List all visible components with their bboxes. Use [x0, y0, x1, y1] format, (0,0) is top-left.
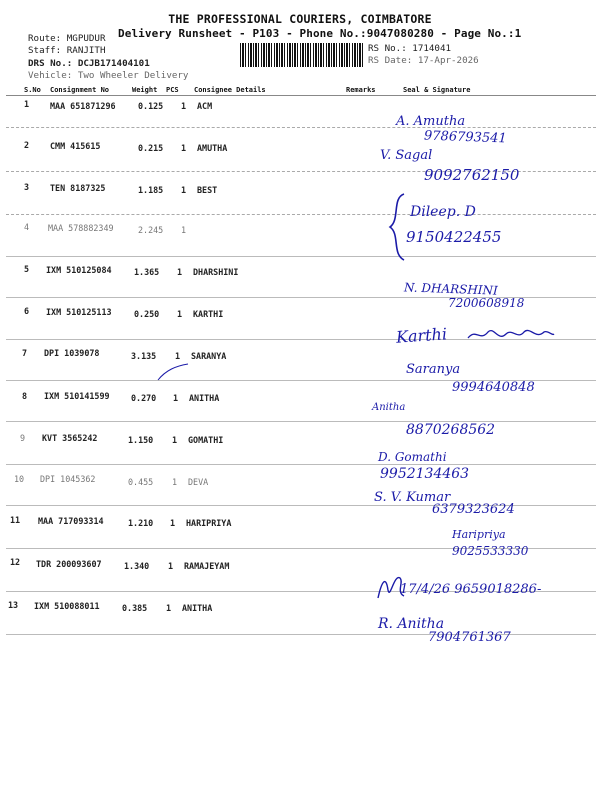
row-9-pcs: 1: [172, 435, 178, 445]
handwritten-scribble-icon: [466, 324, 556, 346]
vehicle-value: Two Wheeler Delivery: [77, 70, 189, 81]
row-8-pcs: 1: [173, 393, 179, 403]
col-details: Consignee Details: [194, 86, 266, 94]
col-sno: S.No: [24, 86, 41, 94]
row-2-pcs: 1: [181, 143, 187, 153]
row-4-pcs: 1: [181, 225, 187, 235]
row-12-pcs: 1: [168, 561, 174, 571]
staff-line: [28, 45, 105, 56]
rs-date-line: [368, 55, 479, 66]
handwritten-phone: 7200608918: [448, 296, 525, 310]
row-6-name: KARTHI: [193, 309, 224, 319]
row-10-name: DEVA: [188, 477, 209, 487]
row-6-pcs: 1: [177, 309, 183, 319]
row-9-name: GOMATHI: [188, 435, 224, 445]
col-weight: Weight: [132, 86, 158, 94]
route-value: MGPUDUR: [66, 33, 106, 44]
row-divider: [6, 127, 596, 128]
handwritten-signature: N. DHARSHINI: [403, 280, 499, 298]
handwritten-signature: Karthi: [395, 324, 448, 347]
company-title: THE PROFESSIONAL COURIERS, COIMBATORE: [168, 12, 432, 26]
header-rule: [6, 95, 596, 96]
row-6-consignment: IXM 510125113: [46, 307, 112, 317]
row-10-consignment: DPI 1045362: [40, 474, 96, 484]
row-8-no: 8: [22, 391, 28, 401]
row-8-consignment: IXM 510141599: [44, 391, 110, 401]
row-3-name: BEST: [197, 185, 218, 195]
row-divider: [6, 464, 596, 465]
row-7-weight: 3.135: [131, 351, 157, 361]
col-remarks: Remarks: [346, 86, 376, 94]
handwritten-signature: S. V. Kumar: [374, 490, 451, 505]
row-5-consignment: IXM 510125084: [46, 265, 112, 275]
col-consignment: Consignment No: [50, 86, 110, 94]
row-2-name: AMUTHA: [197, 143, 228, 153]
row-2-no: 2: [24, 140, 30, 150]
handwritten-signature: R. Anitha: [378, 616, 445, 632]
row-10-no: 10: [14, 474, 25, 484]
row-11-pcs: 1: [170, 518, 176, 528]
row-8-weight: 0.270: [131, 393, 157, 403]
handwritten-signature: Haripriya: [452, 528, 506, 541]
handwritten-phone: 9786793541: [423, 128, 507, 147]
row-1-no: 1: [24, 99, 30, 109]
handwritten-signature: A. Amutha: [396, 114, 466, 129]
vehicle-label: Vehicle:: [28, 70, 73, 81]
col-seal: Seal & Signature: [403, 86, 471, 94]
handwritten-date-phone: 17/4/26 9659018286-: [400, 582, 542, 597]
route-line: [28, 33, 105, 44]
pen-mark-icon: [156, 362, 190, 384]
row-3-weight: 1.185: [138, 185, 164, 195]
row-11-consignment: MAA 717093314: [38, 516, 104, 526]
row-4-no: 4: [24, 222, 30, 232]
row-divider: [6, 214, 596, 215]
handwritten-signature: D. Gomathi: [378, 450, 447, 464]
row-11-weight: 1.210: [128, 518, 154, 528]
row-7-consignment: DPI 1039078: [44, 348, 100, 358]
row-3-pcs: 1: [181, 185, 187, 195]
col-pcs: PCS: [166, 86, 179, 94]
row-12-no: 12: [10, 557, 21, 567]
drs-value: DCJB171404101: [77, 58, 150, 69]
handwritten-phone: 9994640848: [452, 380, 535, 395]
barcode: [240, 43, 364, 67]
rs-no-line: [368, 43, 451, 54]
row-13-name: ANITHA: [182, 603, 213, 613]
handwritten-signature: Dileep. D: [410, 204, 476, 220]
row-6-weight: 0.250: [134, 309, 160, 319]
row-7-name: SARANYA: [191, 351, 227, 361]
rs-date-value: 17-Apr-2026: [417, 55, 479, 66]
drs-label: DRS No.:: [28, 58, 73, 69]
row-13-weight: 0.385: [122, 603, 148, 613]
handwritten-signature: Saranya: [406, 362, 461, 377]
row-10-weight: 0.455: [128, 477, 154, 487]
row-13-consignment: IXM 510088011: [34, 601, 100, 611]
handwritten-signature: V. Sagal: [380, 148, 433, 163]
row-5-no: 5: [24, 264, 30, 274]
drs-line: [28, 58, 150, 69]
row-7-pcs: 1: [175, 351, 181, 361]
handwritten-phone: 9092762150: [424, 166, 520, 184]
row-11-no: 11: [10, 515, 21, 525]
row-4-consignment: MAA 578882349: [48, 223, 114, 233]
runsheet-subtitle: Delivery Runsheet - P103 - Phone No.:9047080280 - Page No.:1: [118, 27, 522, 40]
rs-no-label: RS No.:: [368, 43, 407, 54]
handwritten-signature: Anitha: [372, 402, 406, 413]
handwritten-phone: 9025533330: [452, 544, 529, 558]
row-2-weight: 0.215: [138, 143, 164, 153]
staff-value: RANJITH: [66, 45, 106, 56]
row-2-consignment: CMM 415615: [50, 141, 101, 151]
handwritten-brace-icon: [386, 192, 408, 262]
handwritten-phone: 9952134463: [380, 466, 470, 482]
row-1-weight: 0.125: [138, 101, 164, 111]
row-12-weight: 1.340: [124, 561, 150, 571]
row-5-name: DHARSHINI: [193, 267, 239, 277]
row-5-pcs: 1: [177, 267, 183, 277]
row-1-consignment: MAA 651871296: [50, 101, 116, 111]
row-3-no: 3: [24, 182, 30, 192]
row-9-weight: 1.150: [128, 435, 154, 445]
row-4-weight: 2.245: [138, 225, 164, 235]
handwritten-phone: 6379323624: [432, 502, 515, 517]
vehicle-line: [28, 70, 188, 81]
row-12-name: RAMAJEYAM: [184, 561, 230, 571]
row-9-consignment: KVT 3565242: [42, 433, 98, 443]
staff-label: Staff:: [28, 45, 62, 56]
row-11-name: HARIPRIYA: [186, 518, 232, 528]
row-1-pcs: 1: [181, 101, 187, 111]
handwritten-phone: 9150422455: [406, 228, 502, 246]
row-8-name: ANITHA: [189, 393, 220, 403]
row-13-no: 13: [8, 600, 19, 610]
handwritten-phone: 7904761367: [428, 630, 511, 645]
row-1-name: ACM: [197, 101, 213, 111]
rs-no-value: 1714041: [412, 43, 452, 54]
row-3-consignment: TEN 8187325: [50, 183, 106, 193]
rs-date-label: RS Date:: [368, 55, 413, 66]
row-13-pcs: 1: [166, 603, 172, 613]
row-9-no: 9: [20, 433, 26, 443]
row-7-no: 7: [22, 348, 28, 358]
row-5-weight: 1.365: [134, 267, 160, 277]
row-divider: [6, 421, 596, 422]
row-divider: [6, 256, 596, 257]
handwritten-phone: 8870268562: [406, 422, 496, 438]
row-6-no: 6: [24, 306, 30, 316]
row-12-consignment: TDR 200093607: [36, 559, 102, 569]
row-10-pcs: 1: [172, 477, 178, 487]
route-label: Route:: [28, 33, 62, 44]
